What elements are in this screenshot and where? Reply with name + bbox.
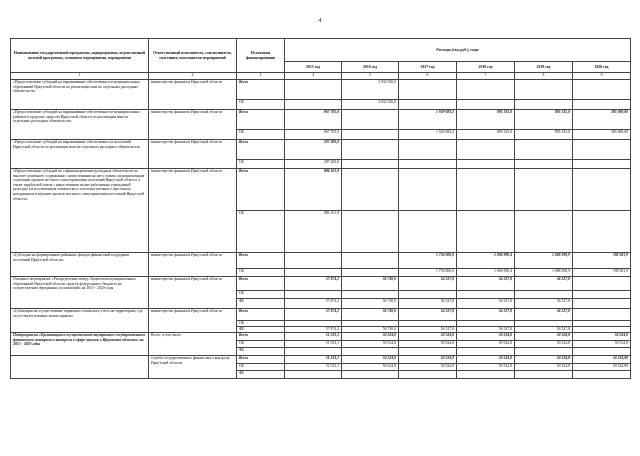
value-cell: 287 200,0	[285, 160, 342, 169]
program-name-cell: «Субвенции на осуществление первичного воинского учета на территориях, где отсутствуют военные комиссариаты»	[11, 309, 149, 333]
value-cell: 1 094 990,4	[457, 253, 515, 269]
header-year: 2017 год	[399, 62, 457, 73]
value-cell: 56 527,8	[457, 309, 515, 321]
value-cell: 50 524,8	[342, 341, 399, 348]
program-name-cell: «Предоставление субсидий на софинансирование расходных обязательств по выплате денежного содержания с начислениями на него главам, муниципальным служащим органов местного самоуправления поселений Иркутской области, а также заработной платы с начислениями на нее работникам учреждений культуры (за исключением технического и вспомогательного персонала), находящихся в ведении органов местного самоуправления поселений Иркутской области»	[11, 169, 149, 253]
value-cell: 1 088 290,9	[515, 269, 573, 277]
source-cell: ОБ	[237, 321, 285, 327]
value-cell: 50 524,80	[573, 364, 631, 371]
value-cell: 1 750 000,0	[399, 269, 457, 277]
source-cell: ОБ	[237, 291, 285, 299]
value-cell	[573, 371, 631, 379]
value-cell	[457, 211, 515, 253]
value-cell: 895 335,0	[457, 130, 515, 140]
value-cell	[342, 110, 399, 130]
value-cell	[515, 100, 573, 110]
value-cell: 1 088 290,9	[515, 253, 573, 269]
value-cell	[573, 80, 631, 100]
value-cell: 56 527,8	[457, 327, 515, 333]
value-cell: 287 200,0	[285, 140, 342, 160]
header-expenses: Расходы (тыс.руб.), годы	[285, 39, 631, 62]
value-cell: 50 524,8	[573, 341, 631, 348]
value-cell: 50 524,8	[457, 364, 515, 371]
column-number: 4	[285, 73, 342, 80]
value-cell: 56 730,0	[342, 299, 399, 309]
value-cell	[342, 291, 399, 299]
value-cell: 57 874,2	[285, 299, 342, 309]
value-cell: 56 527,8	[515, 299, 573, 309]
value-cell: 50 524,8	[457, 333, 515, 341]
value-cell	[399, 291, 457, 299]
value-cell: 3 032 926,0	[342, 100, 399, 110]
value-cell	[515, 140, 573, 160]
table-row	[11, 110, 631, 130]
header-year: 2018 год	[457, 62, 515, 73]
value-cell: 967 705,0	[285, 130, 342, 140]
table-row	[11, 277, 631, 291]
program-name-cell: «Субсидии на формирование районных фондов финансовой поддержки поселений Иркутской области»	[11, 253, 149, 277]
value-cell	[573, 348, 631, 356]
value-cell	[342, 160, 399, 169]
value-cell: 50 524,80	[573, 356, 631, 364]
value-cell	[457, 348, 515, 356]
executor-cell: Всего, в том числе	[149, 333, 237, 356]
value-cell	[457, 371, 515, 379]
value-cell	[573, 211, 631, 253]
executor-cell: министерство финансов Иркутской области	[149, 309, 237, 333]
value-cell	[457, 80, 515, 100]
value-cell	[399, 211, 457, 253]
column-number: 3	[237, 73, 285, 80]
source-cell: ОБ	[237, 269, 285, 277]
value-cell: 56 527,8	[515, 327, 573, 333]
value-cell	[515, 348, 573, 356]
source-cell: ОБ	[237, 130, 285, 140]
value-cell: 50 524,8	[342, 364, 399, 371]
budget-table	[10, 38, 631, 379]
program-name-cell: Основное мероприятие «Распределение между бюджетами муниципальных образований Иркутской области средств федерального бюджета на осуществление переданных полномочий» на 2015 - 2020 годы	[11, 277, 149, 309]
value-cell: 56 730,0	[342, 309, 399, 321]
value-cell	[573, 277, 631, 291]
source-cell: Всего	[237, 169, 285, 211]
value-cell: 1 929 683,2	[399, 130, 457, 140]
value-cell: 1 750 000,0	[399, 253, 457, 269]
value-cell	[573, 160, 631, 169]
value-cell	[515, 211, 573, 253]
value-cell: 1 929 683,2	[399, 110, 457, 130]
value-cell: 56 527,8	[457, 299, 515, 309]
value-cell	[515, 371, 573, 379]
program-name-cell: «Предоставление субсидий на выравнивание обеспеченности поселений Иркутской области по реализации ими их отдельных расходных обязательств»	[11, 140, 149, 169]
column-number: 7	[457, 73, 515, 80]
column-number: 8	[515, 73, 573, 80]
value-cell: 57 874,2	[285, 309, 342, 321]
value-cell	[515, 169, 573, 211]
value-cell	[399, 140, 457, 160]
source-cell: Всего	[237, 356, 285, 364]
value-cell	[285, 253, 342, 269]
executor-cell: министерство финансов Иркутской области	[149, 253, 237, 277]
source-cell: Всего	[237, 277, 285, 291]
page-number: 4	[318, 18, 322, 24]
value-cell: 385 000,00	[573, 110, 631, 130]
value-cell	[457, 160, 515, 169]
value-cell	[399, 100, 457, 110]
value-cell	[457, 140, 515, 160]
value-cell	[342, 348, 399, 356]
table-row	[11, 333, 631, 341]
value-cell: 50 524,8	[515, 364, 573, 371]
header-year: 2016 год	[342, 62, 399, 73]
value-cell	[515, 291, 573, 299]
value-cell: 51 533,1	[285, 341, 342, 348]
value-cell: 788 381,9	[573, 269, 631, 277]
table-row	[11, 140, 631, 160]
source-cell: ОБ	[237, 341, 285, 348]
executor-cell: министерство финансов Иркутской области	[149, 80, 237, 110]
value-cell	[285, 100, 342, 110]
value-cell	[342, 130, 399, 140]
value-cell	[285, 80, 342, 100]
value-cell: 788 381,9	[573, 253, 631, 269]
column-number: 5	[342, 73, 399, 80]
value-cell: 51 533,1	[285, 356, 342, 364]
value-cell: 50 524,8	[342, 333, 399, 341]
table-row	[11, 169, 631, 211]
value-cell: 56 527,8	[457, 277, 515, 291]
value-cell	[399, 371, 457, 379]
header-source: Источники финансирования	[237, 39, 285, 73]
source-cell: ФБ	[237, 371, 285, 379]
value-cell: 57 874,2	[285, 327, 342, 333]
value-cell: 385 000,00	[573, 130, 631, 140]
header-year: 2015 год	[285, 62, 342, 73]
header-year: 2020 год	[573, 62, 631, 73]
value-cell: 56 730,0	[342, 327, 399, 333]
source-cell: Всего	[237, 253, 285, 269]
value-cell	[342, 211, 399, 253]
value-cell: 50 524,8	[399, 341, 457, 348]
column-number: 6	[399, 73, 457, 80]
value-cell: 50 524,8	[515, 356, 573, 364]
column-number: 9	[573, 73, 631, 80]
value-cell: 967 705,0	[285, 110, 342, 130]
program-name-cell	[11, 356, 149, 379]
value-cell: 50 524,8	[399, 356, 457, 364]
executor-cell: министерство финансов Иркутской области	[149, 277, 237, 309]
header-program: Наименование государственной программы, подпрограммы, ведомственной целевой программы, основного мероприятия, мероприятия	[11, 39, 149, 73]
source-cell: ФБ	[237, 299, 285, 309]
source-cell: Всего	[237, 333, 285, 341]
executor-cell: служба государственного финансового контроля Иркутской области	[149, 356, 237, 379]
value-cell	[515, 160, 573, 169]
source-cell: ОБ	[237, 211, 285, 253]
value-cell	[342, 169, 399, 211]
value-cell	[573, 309, 631, 321]
value-cell	[457, 291, 515, 299]
program-name-cell: «Предоставление субсидий на выравнивание обеспеченности муниципальных образований Иркутской области по реализации ими их отдельных расходных обязательств»	[11, 80, 149, 110]
value-cell: 50 524,8	[342, 356, 399, 364]
executor-cell: министерство финансов Иркутской области	[149, 110, 237, 140]
value-cell: 50 524,8	[515, 341, 573, 348]
value-cell	[342, 269, 399, 277]
value-cell: 50 524,8	[399, 364, 457, 371]
value-cell	[573, 100, 631, 110]
value-cell: 56 527,8	[399, 309, 457, 321]
value-cell: 50 524,8	[573, 333, 631, 341]
source-cell: Всего	[237, 110, 285, 130]
source-cell: Всего	[237, 309, 285, 321]
value-cell: 50 524,8	[457, 341, 515, 348]
value-cell: 56 527,8	[399, 299, 457, 309]
value-cell	[399, 80, 457, 100]
value-cell	[285, 348, 342, 356]
value-cell	[457, 169, 515, 211]
value-cell: 895 335,0	[515, 130, 573, 140]
table-row	[11, 80, 631, 100]
value-cell	[342, 140, 399, 160]
value-cell: 895 335,0	[457, 110, 515, 130]
value-cell: 56 730,0	[342, 277, 399, 291]
value-cell	[515, 80, 573, 100]
value-cell: 50 524,8	[457, 356, 515, 364]
source-cell: Всего	[237, 80, 285, 100]
value-cell	[399, 169, 457, 211]
value-cell: 56 527,8	[515, 277, 573, 291]
value-cell: 51 533,1	[285, 333, 342, 341]
column-number: 1	[11, 73, 149, 80]
value-cell	[573, 291, 631, 299]
value-cell: 50 524,8	[515, 333, 573, 341]
program-name-cell: «Предоставление субсидий на выравнивание обеспеченности муниципальных районов (городских округов) Иркутской области по реализации ими их отдельных расходных обязательств»	[11, 110, 149, 140]
program-name-cell: Подпрограмма «Организация и осуществление внутреннего государственного финансового контроля и контроля в сфере закупок в Иркутской области» на 2015 - 2020 годы	[11, 333, 149, 356]
value-cell	[573, 140, 631, 160]
header-year: 2019 год	[515, 62, 573, 73]
value-cell: 886 101,0	[285, 169, 342, 211]
value-cell	[285, 371, 342, 379]
table-body	[11, 80, 631, 379]
source-cell: ОБ	[237, 100, 285, 110]
table-row	[11, 253, 631, 269]
source-cell: ОБ	[237, 160, 285, 169]
value-cell: 56 527,8	[399, 277, 457, 291]
value-cell: 57 874,2	[285, 277, 342, 291]
column-numbers-row	[11, 73, 631, 80]
value-cell	[285, 269, 342, 277]
value-cell: 3 032 926,0	[342, 80, 399, 100]
source-cell: ФБ	[237, 327, 285, 333]
table-row	[11, 309, 631, 321]
executor-cell: министерство финансов Иркутской области	[149, 140, 237, 169]
source-cell: ОБ	[237, 364, 285, 371]
value-cell: 1 094 990,4	[457, 269, 515, 277]
value-cell	[399, 160, 457, 169]
value-cell	[399, 348, 457, 356]
value-cell	[342, 253, 399, 269]
value-cell: 895 335,0	[515, 110, 573, 130]
value-cell: 50 524,8	[399, 333, 457, 341]
table-row	[11, 356, 631, 364]
value-cell	[457, 100, 515, 110]
value-cell	[573, 169, 631, 211]
value-cell: 56 527,8	[399, 327, 457, 333]
value-cell: 51 533,1	[285, 364, 342, 371]
header-executor: Ответственный исполнитель, соисполнитель, участники, исполнители мероприятий	[149, 39, 237, 73]
source-cell: Всего	[237, 140, 285, 160]
value-cell	[342, 371, 399, 379]
column-number: 2	[149, 73, 237, 80]
value-cell	[573, 299, 631, 309]
source-cell: ФБ	[237, 348, 285, 356]
value-cell: 886 101,0	[285, 211, 342, 253]
value-cell: 56 527,8	[515, 309, 573, 321]
executor-cell: министерство финансов Иркутской области	[149, 169, 237, 253]
value-cell	[285, 291, 342, 299]
